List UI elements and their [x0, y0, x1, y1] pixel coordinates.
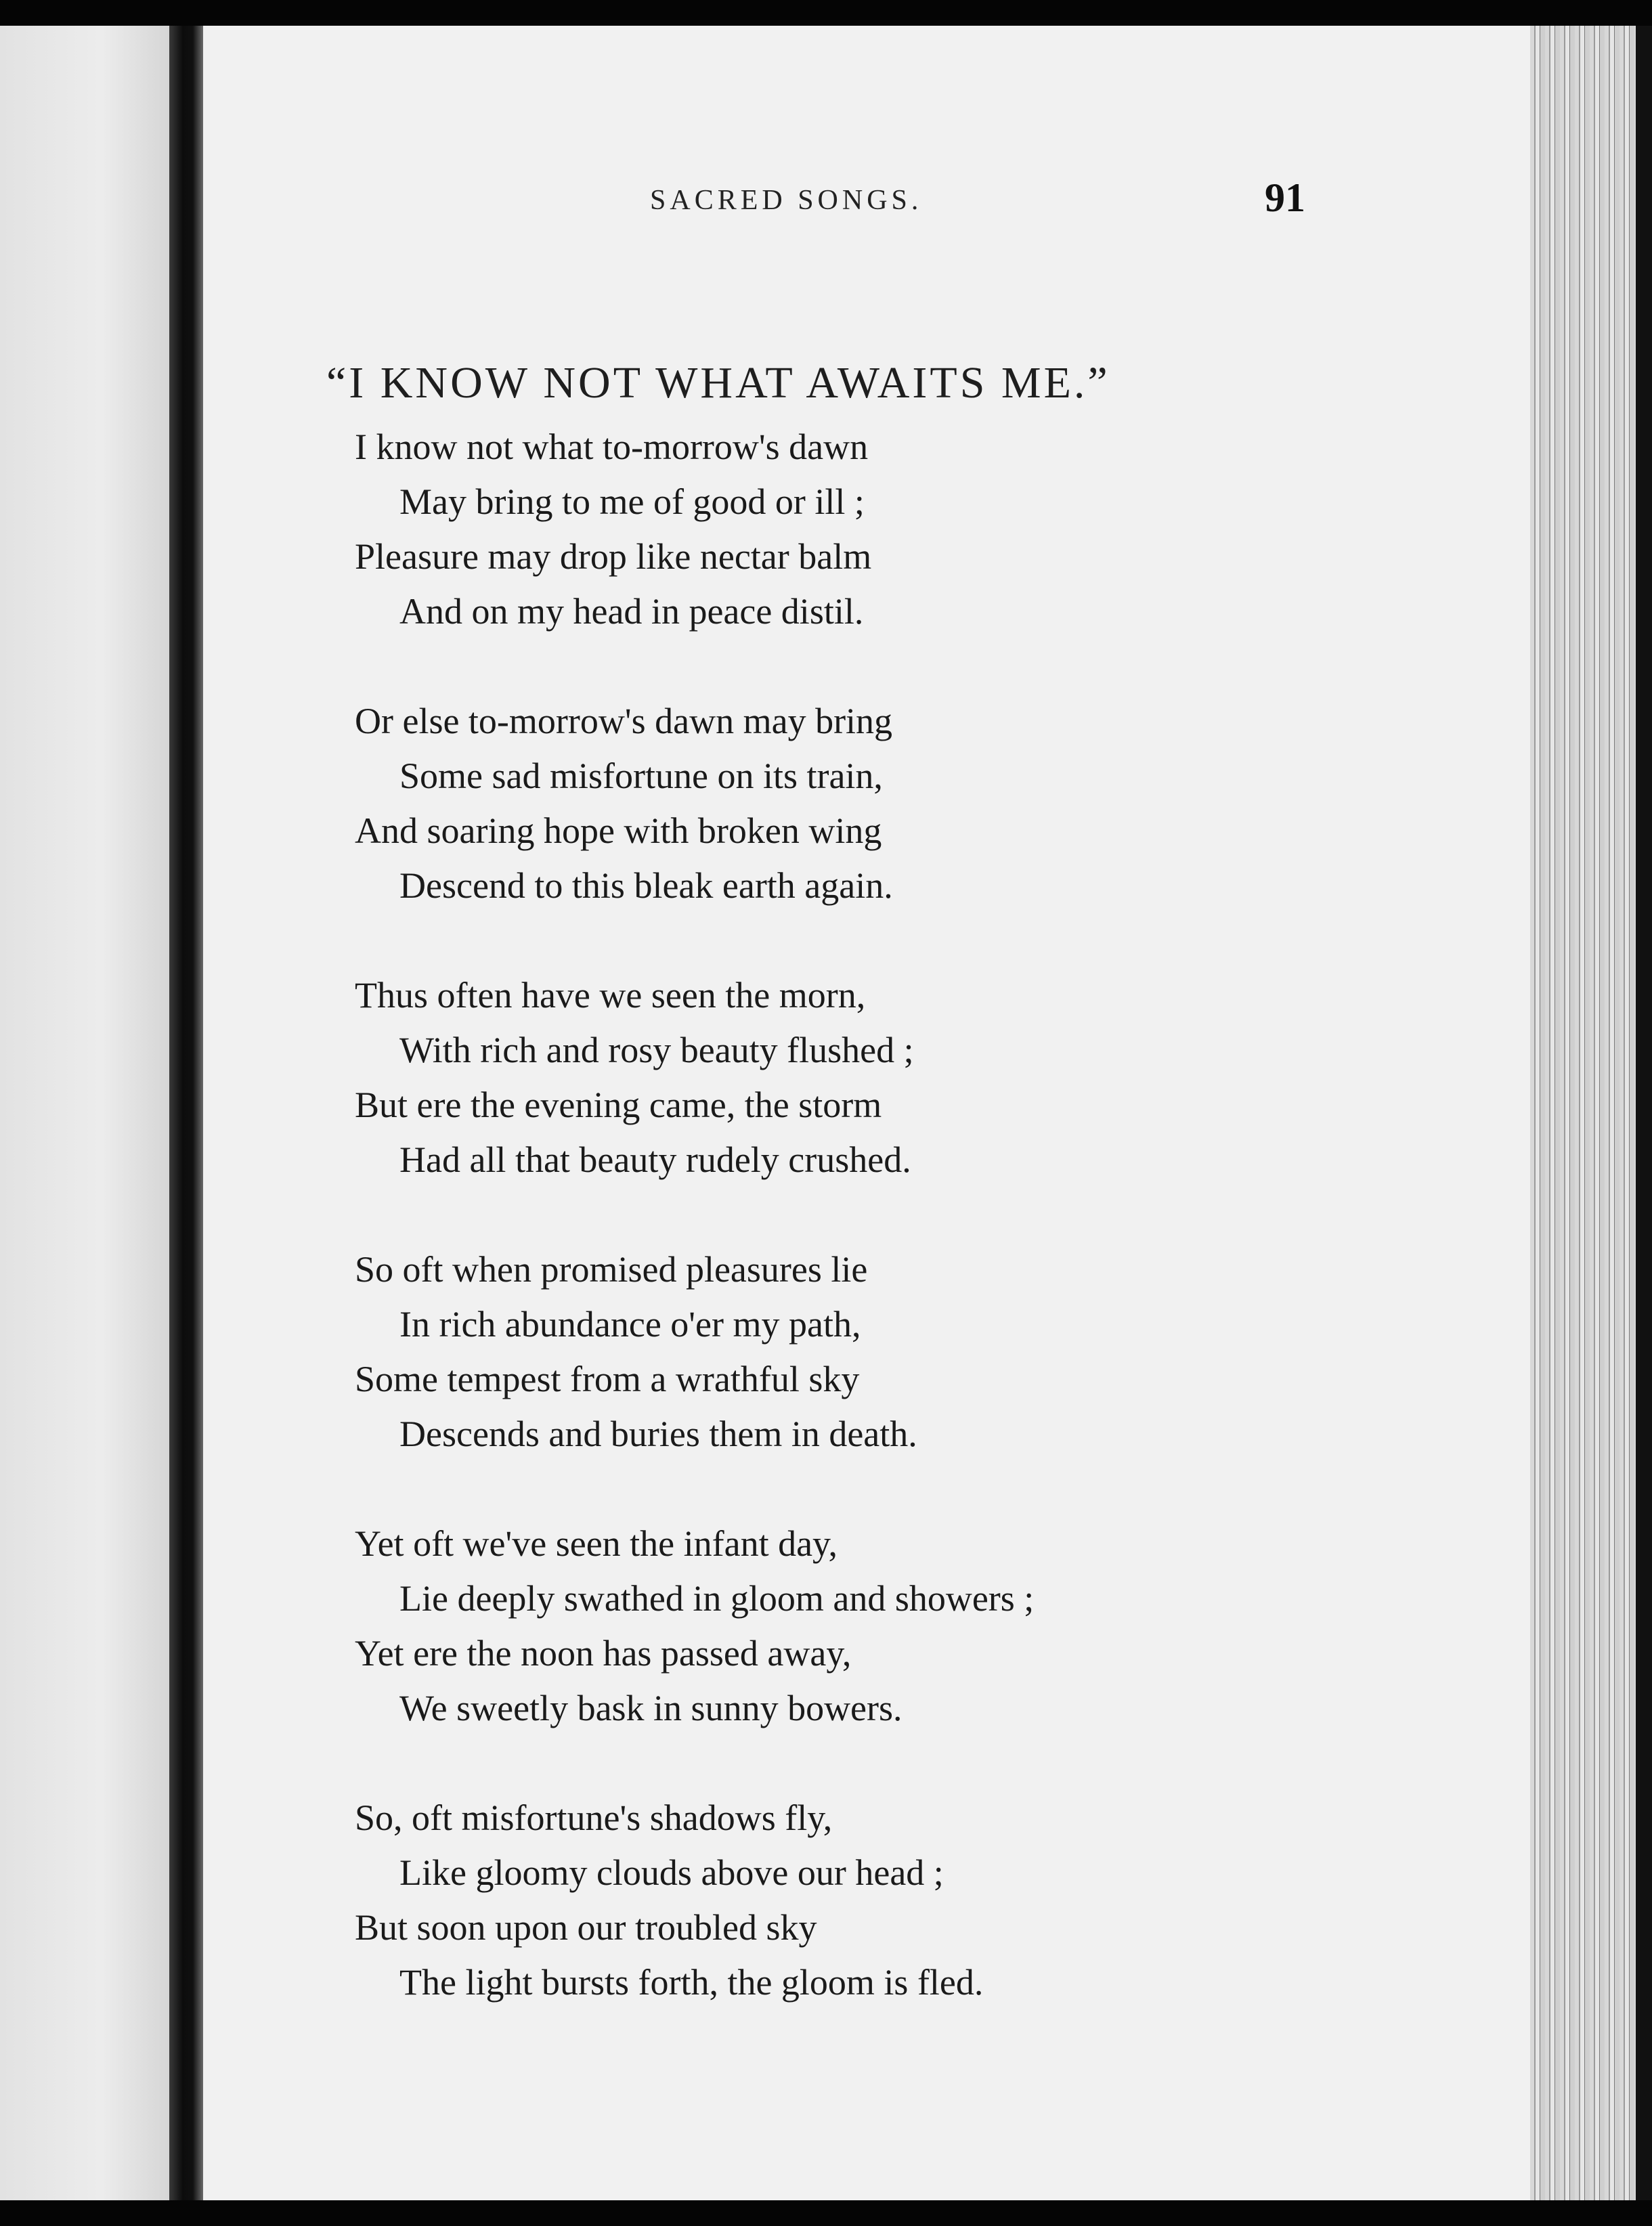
- page-edges: [1530, 26, 1652, 2200]
- page-number: 91: [1265, 175, 1305, 220]
- poem-line: Thus often have we seen the morn,: [355, 975, 866, 1016]
- poem-line: Yet oft we've seen the infant day,: [355, 1523, 838, 1564]
- poem-line: We sweetly bask in sunny bowers.: [399, 1688, 903, 1728]
- poem-line: With rich and rosy beauty flushed ;: [399, 1030, 914, 1070]
- poem-body: [355, 420, 1235, 2065]
- poem-line: So, oft misfortune's shadows fly,: [355, 1797, 833, 1838]
- stanza: [355, 420, 1235, 639]
- stanza: [355, 1242, 1235, 1462]
- poem-line: And on my head in peace distil.: [399, 591, 864, 632]
- poem-line: The light bursts forth, the gloom is fled.: [399, 1962, 984, 2003]
- stanza: [355, 968, 1235, 1187]
- poem-line: But soon upon our troubled sky: [355, 1907, 817, 1948]
- poem-line: But ere the evening came, the storm: [355, 1085, 882, 1125]
- poem-line: Had all that beauty rudely crushed.: [399, 1139, 911, 1180]
- poem-line: Lie deeply swathed in gloom and showers ;: [399, 1578, 1035, 1619]
- poem-line: So oft when promised pleasures lie: [355, 1249, 868, 1290]
- poem-line: Some sad misfortune on its train,: [399, 756, 883, 796]
- book-gutter: [169, 26, 203, 2200]
- scan-border-top: [0, 0, 1652, 26]
- stanza: [355, 694, 1235, 913]
- stanza: [355, 1516, 1235, 1736]
- poem-line: Descends and buries them in death.: [399, 1414, 917, 1454]
- poem-line: I know not what to-morrow's dawn: [355, 427, 869, 467]
- poem-title: “I KNOW NOT WHAT AWAITS ME.”: [326, 358, 1110, 408]
- poem-line: Yet ere the noon has passed away,: [355, 1633, 852, 1674]
- poem-line: Descend to this bleak earth again.: [399, 865, 893, 906]
- poem-line: May bring to me of good or ill ;: [399, 481, 865, 522]
- stanza: [355, 1791, 1235, 2010]
- poem-line: And soaring hope with broken wing: [355, 810, 882, 851]
- facing-page-edge: [0, 26, 169, 2200]
- poem-line: Like gloomy clouds above our head ;: [399, 1852, 944, 1893]
- poem-line: Or else to-morrow's dawn may bring: [355, 701, 893, 741]
- poem-line: In rich abundance o'er my path,: [399, 1304, 861, 1345]
- poem-line: Pleasure may drop like nectar balm: [355, 536, 872, 577]
- scan-border-bottom: [0, 2200, 1652, 2226]
- poem-line: Some tempest from a wrathful sky: [355, 1359, 860, 1399]
- running-head: SACRED SONGS.: [650, 185, 923, 216]
